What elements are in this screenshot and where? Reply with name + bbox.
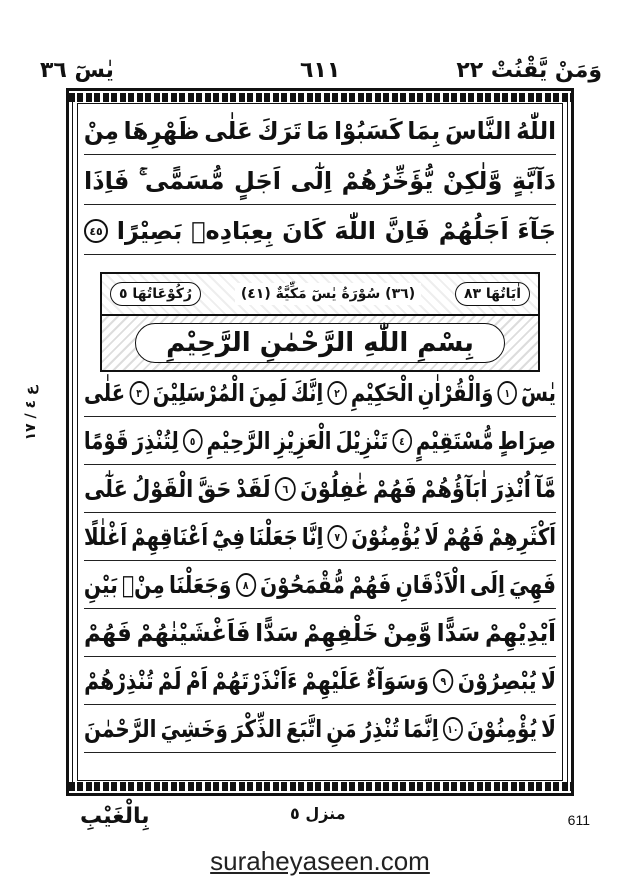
website-link[interactable]: suraheyaseen.com xyxy=(210,846,430,876)
verse-line-words xyxy=(84,466,556,512)
verse-line xyxy=(84,466,556,513)
verse-line xyxy=(84,514,556,561)
surah-name-header: يٰسٓ ٣٦ xyxy=(40,58,114,83)
word: مُّسْتَقِيْمٍ xyxy=(415,427,494,455)
ruku-count: رُكُوْعَاتُهَا ٥ xyxy=(110,282,201,306)
word: فَاَغْشَيْنٰهُمْ xyxy=(136,619,251,647)
word: يُّؤَخِّرُهُمْ xyxy=(341,167,434,195)
word: بَصِيْرًا xyxy=(116,217,183,245)
word: مُّقْمَحُوْنَ xyxy=(259,571,345,599)
word: يُبْصِرُوْنَ xyxy=(457,667,537,695)
word: الْمُرْسَلِيْنَ xyxy=(152,379,245,407)
word: الْحَكِيْمِ xyxy=(350,379,414,407)
ayah-number-marker: ٨ xyxy=(236,573,256,597)
word: بِعِبَادِهٖ xyxy=(191,217,274,245)
word: سَدًّا xyxy=(255,619,299,647)
word: دَآبَّةٍ xyxy=(511,167,556,195)
ayah-number-marker: ٥ xyxy=(183,429,203,453)
page-number-arabic: ٦١١ xyxy=(300,58,341,83)
word: غٰفِلُوْنَ xyxy=(300,475,369,503)
ayah-number-marker: ١٠ xyxy=(443,717,463,741)
word: وَّلٰكِنْ xyxy=(442,167,503,195)
word: صِرَاطٍ xyxy=(497,427,556,455)
word: لَا xyxy=(424,523,440,551)
page-frame xyxy=(66,88,574,796)
ayah-number-marker: ٣ xyxy=(129,381,149,405)
bottom-ornament-border xyxy=(69,782,571,791)
word: فَهِيَ xyxy=(509,571,556,599)
word: اتَّبَعَ xyxy=(286,715,323,743)
word: الْعَزِيْزِ xyxy=(274,427,332,455)
word: عَلَيْهِمْ xyxy=(301,667,362,695)
ayah-number-marker: ١ xyxy=(497,381,517,405)
word: مِنْۢ xyxy=(122,571,165,599)
surah-banner xyxy=(100,272,540,316)
word: مُّسَمًّى ۚ xyxy=(138,167,225,195)
word: قَوْمًا xyxy=(84,427,129,455)
page-number: 611 xyxy=(567,812,590,828)
word: كَانَ xyxy=(282,217,326,245)
ruku-margin-mark: ع ٤ / ١٧ xyxy=(23,385,39,441)
verse-line xyxy=(84,108,556,155)
word: لَا xyxy=(541,715,556,743)
word: اِنَّكَ xyxy=(290,379,324,407)
verse-line-words xyxy=(84,158,556,204)
word: تَنْزِيْلَ xyxy=(335,427,389,455)
verse-line-words xyxy=(84,108,556,154)
word: كَسَبُوْا xyxy=(334,117,403,145)
word: لَا xyxy=(540,667,556,695)
word: اِلٰٓى xyxy=(290,167,333,195)
top-ornament-border xyxy=(69,93,571,102)
word: اللّٰهُ xyxy=(516,117,556,145)
word: ءَاَنْذَرْتَهُمْ xyxy=(211,667,298,695)
word: فِيْٓ xyxy=(212,523,245,551)
verse-line-words xyxy=(84,610,556,656)
word: فَاِذَا xyxy=(84,167,130,195)
word: فَهُمْ xyxy=(84,619,132,647)
word: فَهُمْ xyxy=(373,475,417,503)
word: جَآءَ xyxy=(517,217,556,245)
word: وَجَعَلْنَا xyxy=(168,571,232,599)
word: بِمَا xyxy=(407,117,441,145)
ayat-count: اٰيَاتُهَا ٨٣ xyxy=(455,282,530,306)
word: اَيْدِيْهِمْ xyxy=(484,619,556,647)
ayah-number-marker: ٢ xyxy=(327,381,347,405)
verse-line-words xyxy=(84,514,556,560)
ayah-number-marker: ٩ xyxy=(433,669,453,693)
word: اٰبَآؤُهُمْ xyxy=(421,475,488,503)
word: اَجَلُهُمْ xyxy=(438,217,509,245)
ayah-number-marker: ٤ xyxy=(392,429,412,453)
word: ظَهْرِهَا xyxy=(123,117,200,145)
word: اللّٰهَ xyxy=(334,217,376,245)
word: اَجَلٍ xyxy=(234,167,281,195)
word: عَلٰٓى xyxy=(84,475,128,503)
word: الرَّحِيْمِ xyxy=(206,427,271,455)
word: اُنْذِرَ xyxy=(491,475,531,503)
verse-line-words xyxy=(84,208,556,254)
word: وَالْقُرْاٰنِ xyxy=(417,379,494,407)
word: فَهُمْ xyxy=(443,523,485,551)
word: تَرَكَ xyxy=(257,117,302,145)
word: فَهُمْ xyxy=(349,571,392,599)
word: لَقَدْ xyxy=(235,475,271,503)
word: اَكْثَرِهِمْ xyxy=(488,523,556,551)
word: وَسَوَآءٌ xyxy=(366,667,429,695)
word: وَخَشِيَ xyxy=(160,715,228,743)
word: مِنْ xyxy=(84,117,119,145)
ayah-number-marker: ٤٥ xyxy=(84,219,108,243)
word: حَقَّ xyxy=(197,475,232,503)
word: عَلٰى xyxy=(204,117,253,145)
bismillah: بِسْمِ اللّٰهِ الرَّحْمٰنِ الرَّحِيْمِ xyxy=(135,323,505,363)
verse-line-words xyxy=(84,418,556,464)
word: جَعَلْنَا xyxy=(249,523,298,551)
verse-line-words xyxy=(84,370,556,416)
word: يُؤْمِنُوْنَ xyxy=(351,523,421,551)
word: مَنِ xyxy=(326,715,357,743)
verse-line xyxy=(84,418,556,465)
word: الْقَوْلُ xyxy=(132,475,194,503)
word: الذِّكْرَ xyxy=(232,715,282,743)
word: اَعْنَاقِهِمْ xyxy=(131,523,209,551)
surah-banner-row xyxy=(102,274,538,314)
verse-line xyxy=(84,370,556,417)
ayah-number-marker: ٧ xyxy=(327,525,347,549)
verse-line xyxy=(84,706,556,753)
word: الرَّحْمٰنَ xyxy=(84,715,157,743)
verse-line-words xyxy=(84,706,556,752)
word: تُنْذِرْهُمْ xyxy=(84,667,154,695)
verse-line-words xyxy=(84,658,556,704)
word: مَا xyxy=(306,117,330,145)
word: اِنَّمَا xyxy=(403,715,439,743)
word: عَلٰى xyxy=(84,379,126,407)
bismillah-panel xyxy=(100,314,540,372)
catchword: بِالْغَيْبِ xyxy=(80,804,150,829)
word: وَّمِنْ xyxy=(383,619,433,647)
verse-line xyxy=(84,562,556,609)
word: خَلْفِهِمْ xyxy=(303,619,379,647)
word: اَمْ xyxy=(185,667,208,695)
verse-line xyxy=(84,208,556,255)
juz-name-header: وَمَنْ يَّقْنُتْ ٢٢ xyxy=(456,58,602,83)
word: بَيْنِ xyxy=(84,571,118,599)
verse-line xyxy=(84,658,556,705)
word: يٰسٓ xyxy=(521,379,556,407)
word: فَاِنَّ xyxy=(384,217,430,245)
ayah-number-marker: ٦ xyxy=(275,477,296,501)
verse-line xyxy=(84,610,556,657)
word: اَغْلٰلًا xyxy=(84,523,128,551)
word: الْاَذْقَانِ xyxy=(395,571,466,599)
verse-line xyxy=(84,158,556,205)
verse-line-words xyxy=(84,562,556,608)
text-area xyxy=(77,103,563,781)
word: لَمِنَ xyxy=(248,379,287,407)
word: لِتُنْذِرَ xyxy=(132,427,179,455)
word: مَّآ xyxy=(535,475,556,503)
word: سَدًّا xyxy=(436,619,481,647)
word: اِلَى xyxy=(470,571,505,599)
manzil-label: منزل ٥ xyxy=(290,804,346,823)
word: اِنَّا xyxy=(301,523,324,551)
surah-title: (٣٦) سُوْرَةُ يٰسٓ مَكِّيَّةٌ (٤١) xyxy=(235,283,421,305)
word: يُؤْمِنُوْنَ xyxy=(466,715,537,743)
word: النَّاسَ xyxy=(444,117,512,145)
word: لَمْ xyxy=(157,667,182,695)
word: تُنْذِرُ xyxy=(360,715,400,743)
